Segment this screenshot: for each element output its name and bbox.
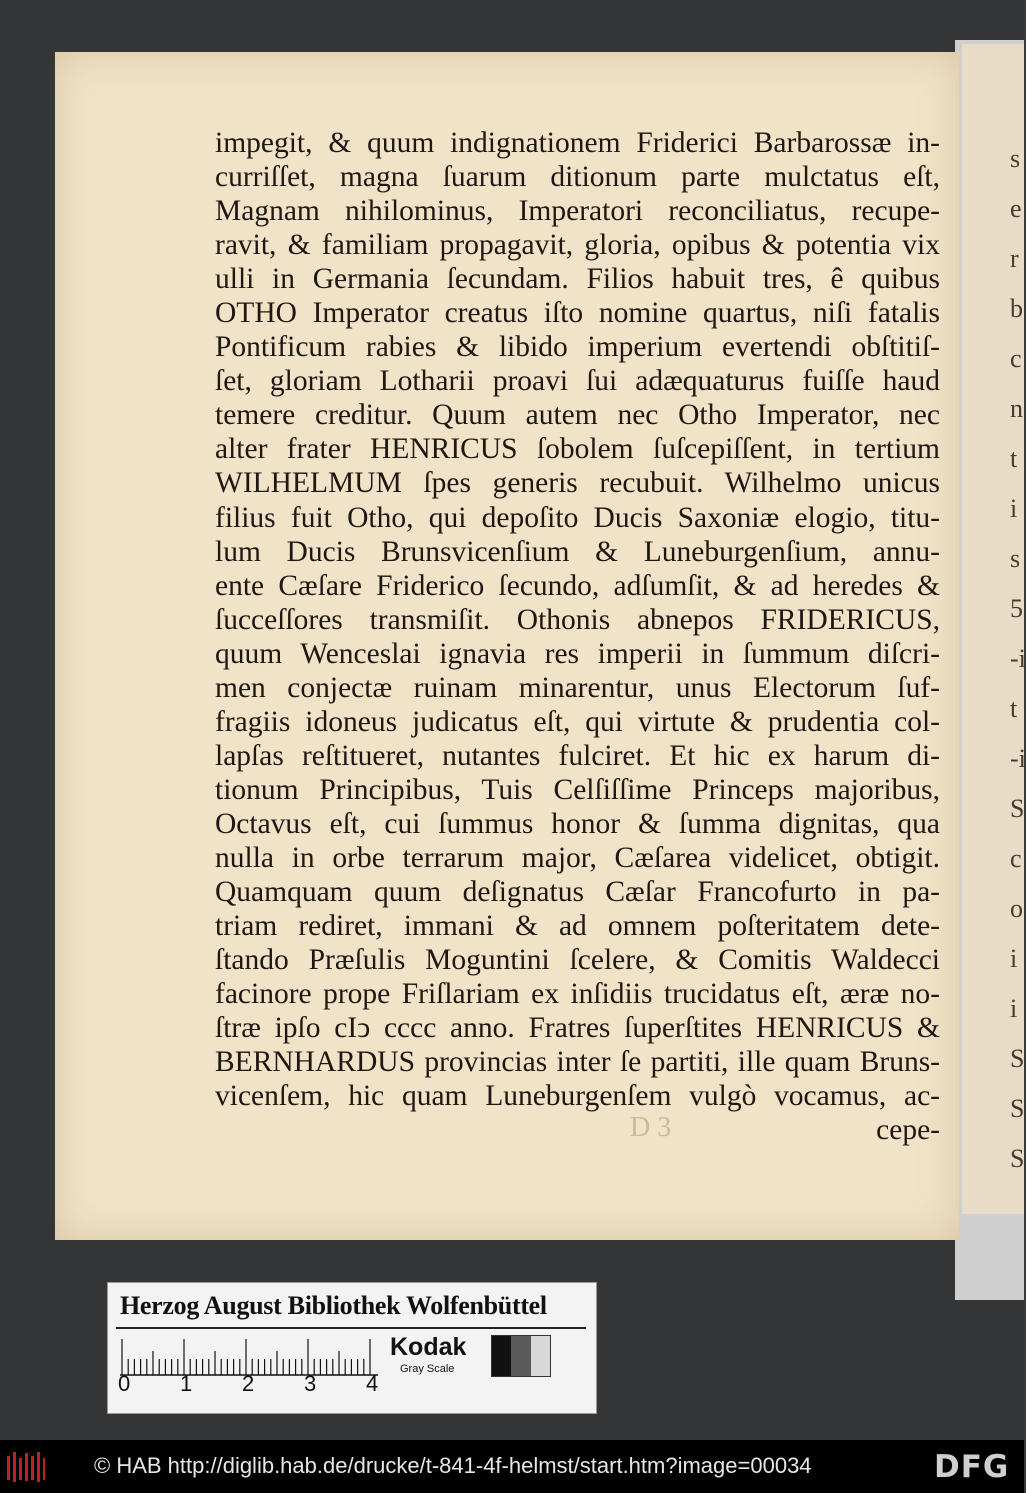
ruler-number: 2 xyxy=(242,1371,255,1396)
text-line: lapſas reſtitueret, nutantes fulciret. Et hic ex harum di- xyxy=(215,739,940,772)
text-line: ulli in Germania ſecundam. Filios habuit tres, ê quibus xyxy=(215,263,940,296)
next-page-letter: b xyxy=(1010,294,1023,323)
next-page-letter: i xyxy=(1010,494,1018,523)
text-line: WILHELMUM ſpes generis recubuit. Wilhelmo unicus xyxy=(215,467,940,500)
signature-mark: D 3 xyxy=(630,1112,672,1143)
text-line: OTHO Imperator creatus iſto nomine quartus, niſi fatalis xyxy=(215,297,940,330)
card-rule xyxy=(116,1327,586,1329)
next-page-letter: n xyxy=(1010,394,1023,423)
text-line: vicenſem, hic quam Luneburgenſem vulgò vocamus, ac- xyxy=(215,1080,940,1113)
barcode-icon xyxy=(6,1450,46,1484)
next-page-letter: S xyxy=(1010,1094,1025,1123)
next-page-fragment xyxy=(962,44,1024,1214)
text-line: alter frater HENRICUS ſobolem ſuſcepiſſent, in tertium xyxy=(215,433,940,466)
gray-patches xyxy=(491,1335,551,1377)
text-line: nulla in orbe terrarum major, Cæſarea videlicet, obtigit. xyxy=(215,841,940,874)
color-card xyxy=(107,1282,597,1414)
text-line: filius fuit Otho, qui depoſito Ducis Saxoniæ elogio, titu- xyxy=(215,501,940,534)
next-page-letter: s xyxy=(1010,144,1021,173)
next-page-letter: i xyxy=(1010,994,1018,1023)
next-page-letter: S xyxy=(1010,1144,1025,1173)
source-url[interactable]: © HAB http://diglib.hab.de/drucke/t-841-4f-helmst/start.htm?image=00034 xyxy=(94,1453,812,1478)
ruler-number: 4 xyxy=(366,1371,379,1396)
text-line: cepe- xyxy=(876,1114,940,1147)
page-text xyxy=(215,126,940,1147)
text-line: ſucceſſores transmiſit. Othonis abnepos FRIDERICUS, xyxy=(215,603,940,636)
text-line: men conjectæ ruinam minarentur, unus Electorum ſuf- xyxy=(215,671,940,704)
text-line: tionum Principibus, Tuis Celſiſſime Princeps majoribus, xyxy=(215,773,940,806)
text-line: ſet, gloriam Lotharii proavi ſui adæquaturus fuiſſe haud xyxy=(215,365,940,398)
text-line: facinore prope Friſlariam ex inſidiis trucidatus eſt, æræ no- xyxy=(215,978,940,1011)
ruler-numbers xyxy=(118,1371,388,1401)
text-line: temere creditur. Quum autem nec Otho Imperator, nec xyxy=(215,399,940,432)
next-page-letter: i xyxy=(1010,944,1018,973)
kodak-logo: Kodak xyxy=(390,1333,467,1361)
ruler-number: 0 xyxy=(118,1371,131,1396)
library-name: Herzog August Bibliothek Wolfenbüttel xyxy=(120,1291,547,1320)
gray-patch xyxy=(531,1336,550,1376)
next-page-letter: S xyxy=(1010,794,1025,823)
text-line: ſtando Præſulis Moguntini ſcelere, & Comitis Waldecci xyxy=(215,944,940,977)
next-page-letter: -i xyxy=(1010,744,1026,773)
text-line: Octavus eſt, cui ſummus honor & ſumma dignitas, qua xyxy=(215,807,940,840)
text-line: ſtræ ipſo cIↄ cccc anno. Fratres ſuperſtites HENRICUS & xyxy=(215,1012,940,1045)
next-page-letter: o xyxy=(1010,894,1023,923)
next-page-letter: S xyxy=(1010,1044,1025,1073)
text-line: fragiis idoneus judicatus eſt, qui virtute & prudentia col- xyxy=(215,705,940,738)
text-line: quum Wenceslai ignavia res imperii in ſummum diſcri- xyxy=(215,637,940,670)
dfg-logo: DFG xyxy=(934,1449,1010,1485)
text-line: Pontificum rabies & libido imperium evertendi obſtitiſ- xyxy=(215,331,940,364)
text-line: lum Ducis Brunsvicenſium & Luneburgenſium, annu- xyxy=(215,535,940,568)
grayscale-label: Gray Scale xyxy=(400,1363,455,1375)
next-page-letter: c xyxy=(1010,844,1022,873)
next-page-letter: t xyxy=(1010,694,1018,723)
gray-patch xyxy=(511,1336,530,1376)
next-page-letter: -i xyxy=(1010,644,1026,673)
next-page-letter: 5 xyxy=(1010,594,1023,623)
next-page-letter: t xyxy=(1010,444,1018,473)
next-page-letter: e xyxy=(1010,194,1022,223)
next-page-letter: s xyxy=(1010,544,1021,573)
ruler-number: 3 xyxy=(304,1371,317,1396)
text-line: BERNHARDUS provincias inter ſe partiti, ille quam Bruns- xyxy=(215,1046,940,1079)
text-line: curriſſet, magna ſuarum ditionum parte mulctatus eſt, xyxy=(215,161,940,194)
text-line: triam rediret, immani & ad omnem poſteritatem dete- xyxy=(215,910,940,943)
text-line: ravit, & familiam propagavit, gloria, opibus & potentia vix xyxy=(215,229,940,262)
next-page-letter: r xyxy=(1010,244,1019,273)
ruler-number: 1 xyxy=(180,1371,193,1396)
text-line: Magnam nihilominus, Imperatori reconciliatus, recupe- xyxy=(215,195,940,228)
footer-bar xyxy=(0,1440,1024,1493)
gray-patch xyxy=(492,1336,511,1376)
text-line: impegit, & quum indignationem Friderici Barbarossæ in- xyxy=(215,127,940,159)
text-line: ente Cæſare Friderico ſecundo, adſumſit, & ad heredes & xyxy=(215,569,940,602)
text-line: Quamquam quum deſignatus Cæſar Francofurto in pa- xyxy=(215,876,940,909)
next-page-letter: c xyxy=(1010,344,1022,373)
